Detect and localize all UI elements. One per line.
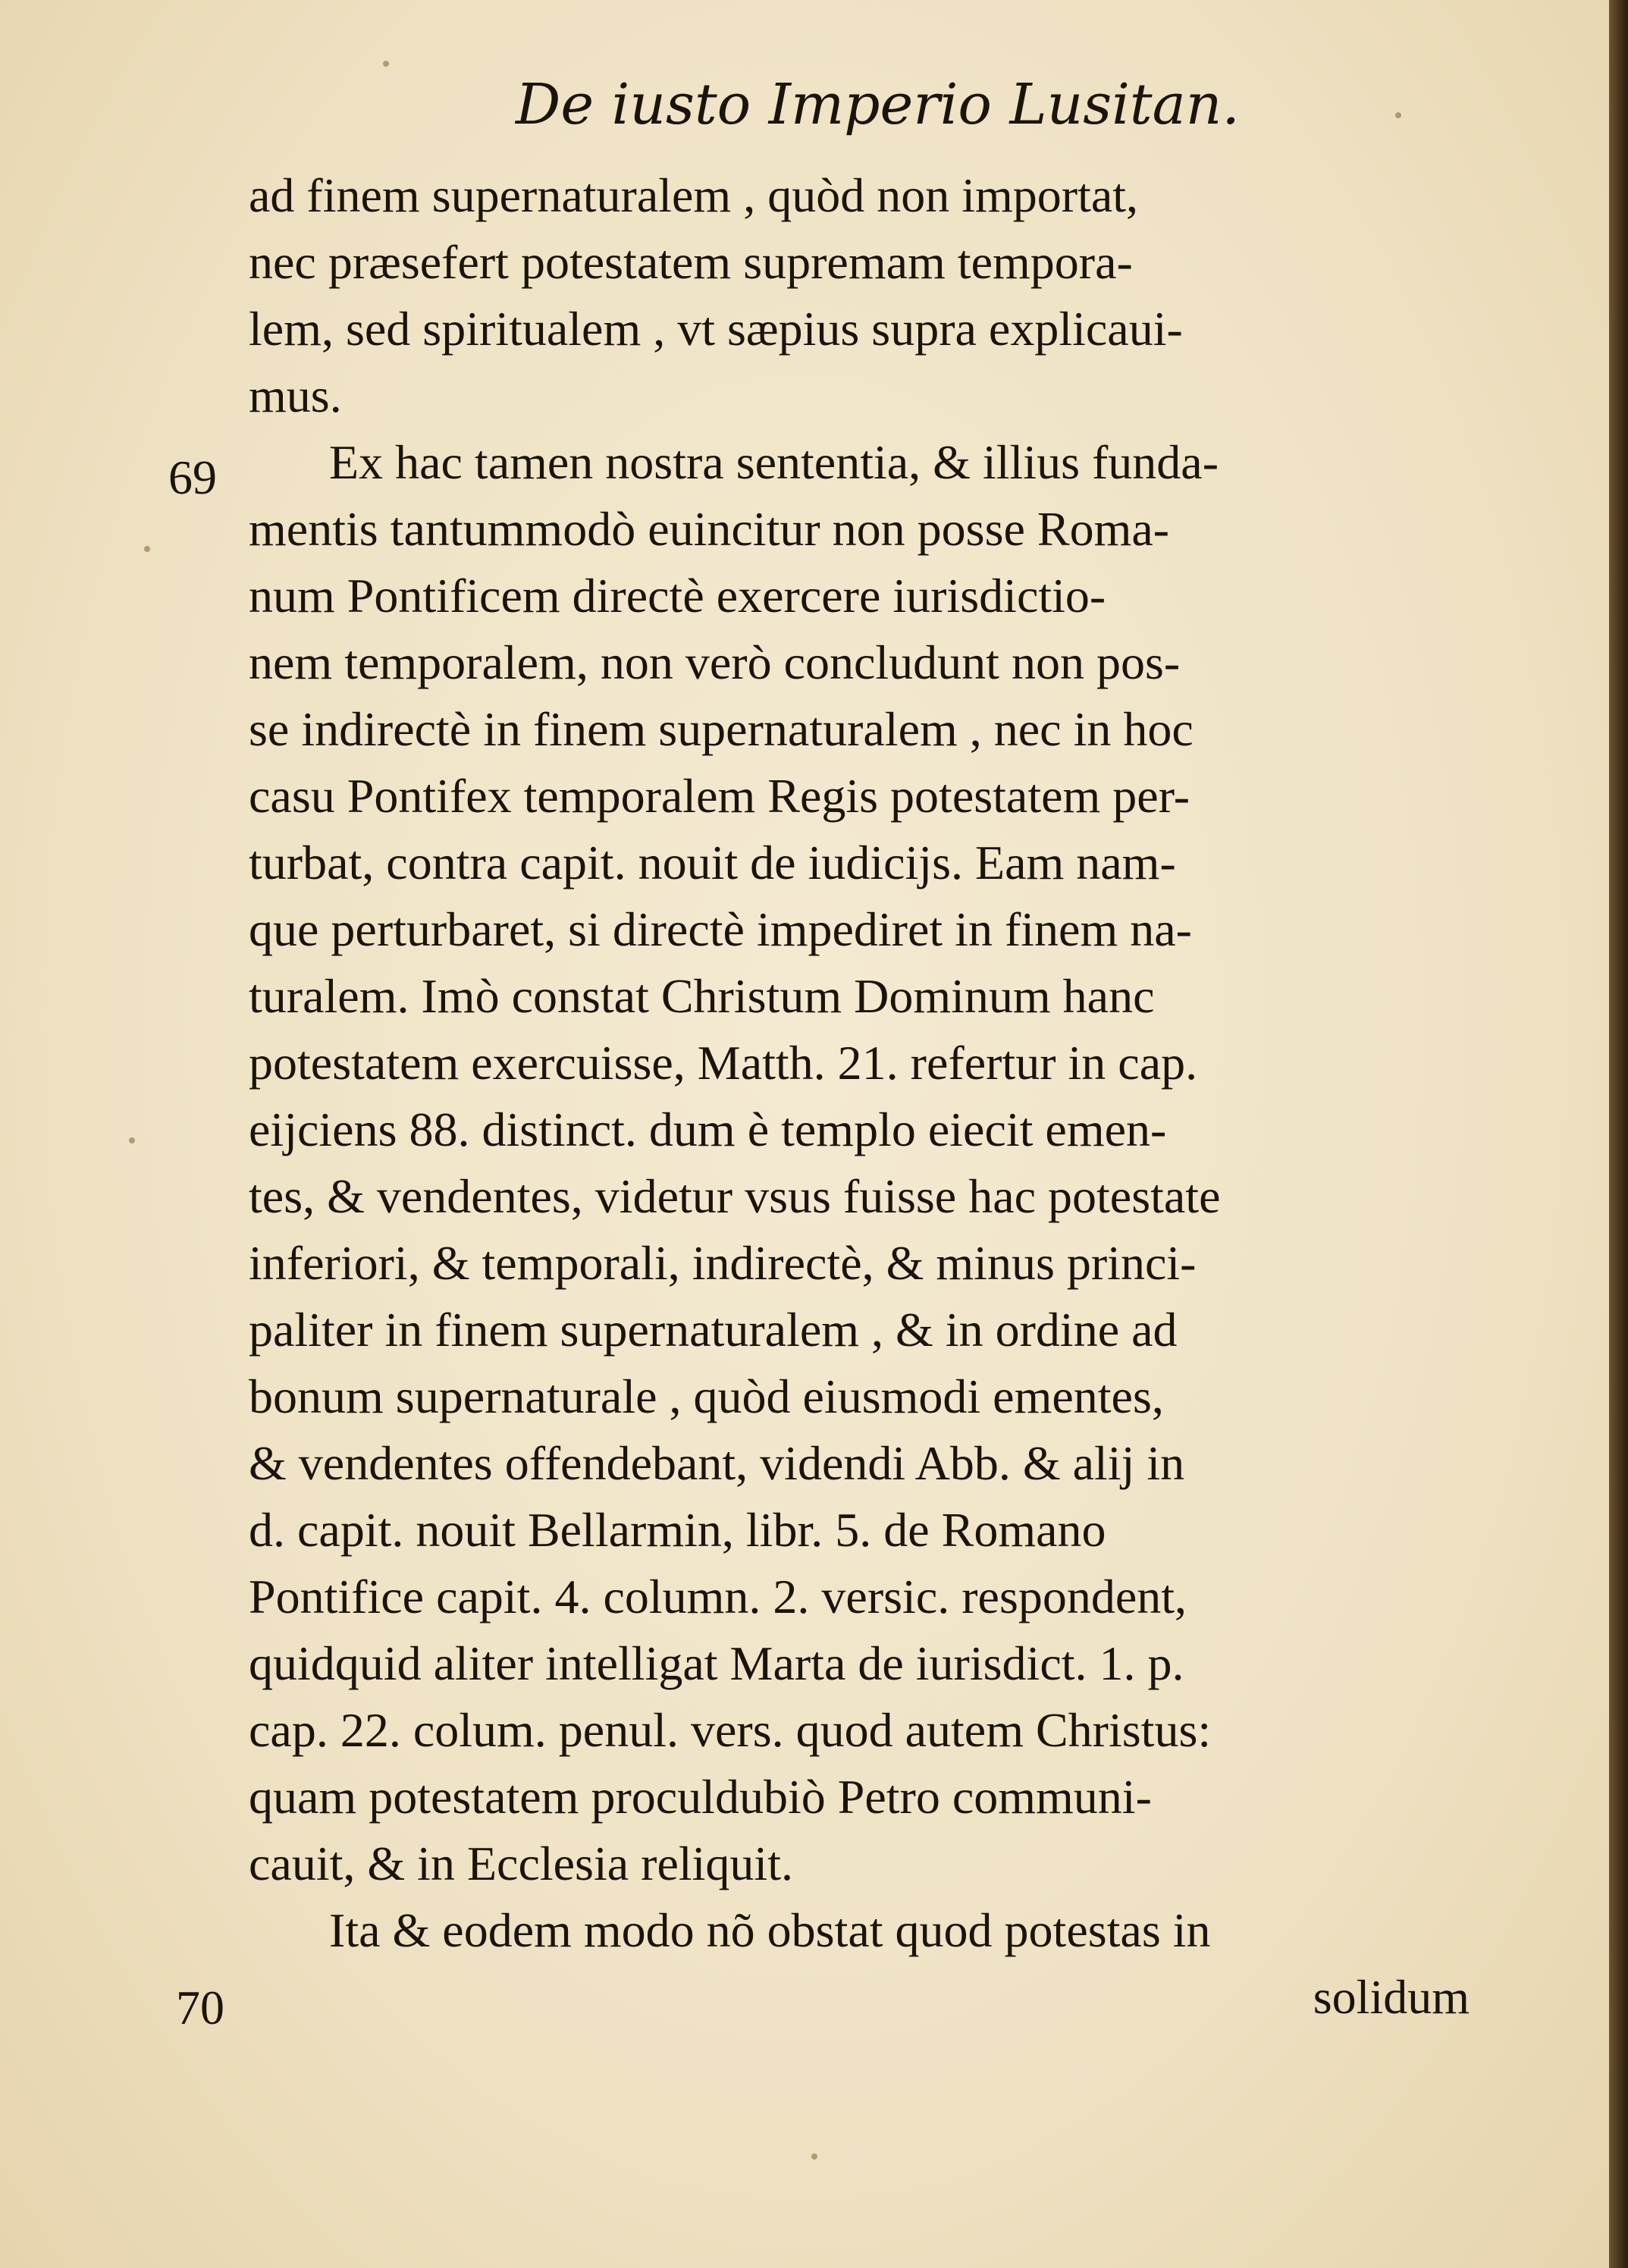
- text-line: quidquid aliter intelligat Marta de iurisdict. 1. p.: [249, 1636, 1184, 1690]
- text-body: [249, 162, 1470, 2031]
- text-line: nec præsefert potestatem supremam tempora-: [249, 235, 1133, 289]
- text-line: mentis tantummodò euincitur non posse Roma-: [249, 502, 1170, 556]
- text-line: se indirectè in finem supernaturalem , nec in hoc: [249, 702, 1194, 756]
- catchword: solidum: [1313, 1970, 1470, 2024]
- text-line: que perturbaret, si directè impediret in finem na-: [249, 902, 1192, 956]
- text-line: d. capit. nouit Bellarmin, libr. 5. de Romano: [249, 1503, 1106, 1557]
- text-line: nem temporalem, non verò concludunt non pos-: [249, 635, 1181, 689]
- text-line: mus.: [249, 369, 342, 422]
- paper-speck: [144, 546, 150, 552]
- paragraph-number-69: 69: [168, 450, 217, 504]
- text-line: quam potestatem proculdubiò Petro communi-: [249, 1770, 1152, 1824]
- text-line: casu Pontifex temporalem Regis potestatem per-: [249, 769, 1190, 823]
- paper-speck: [811, 2154, 817, 2160]
- paper-speck: [1395, 112, 1401, 118]
- text-line: cauit, & in Ecclesia reliquit.: [249, 1837, 793, 1890]
- text-line: Ex hac tamen nostra sententia, & illius funda-: [329, 435, 1219, 489]
- text-line: lem, sed spiritualem , vt sæpius supra explicaui-: [249, 302, 1183, 356]
- paper-speck: [383, 61, 389, 67]
- text-line: num Pontificem directè exercere iurisdictio-: [249, 569, 1106, 623]
- text-line: Ita & eodem modo nõ obstat quod potestas in: [329, 1903, 1211, 1957]
- running-head: De iusto Imperio Lusitan.: [516, 72, 1240, 137]
- paper-speck: [129, 1137, 135, 1143]
- text-line: bonum supernaturale , quòd eiusmodi ementes,: [249, 1369, 1164, 1423]
- text-line: tes, & vendentes, videtur vsus fuisse hac potestate: [249, 1169, 1221, 1223]
- text-line: Pontifice capit. 4. column. 2. versic. respondent,: [249, 1570, 1187, 1623]
- text-line: & vendentes offendebant, videndi Abb. & alij in: [249, 1436, 1185, 1490]
- text-line: cap. 22. colum. penul. vers. quod autem Christus:: [249, 1703, 1212, 1757]
- text-line: paliter in finem supernaturalem , & in ordine ad: [249, 1303, 1178, 1357]
- book-gutter-edge: [1609, 0, 1628, 2268]
- text-line: turbat, contra capit. nouit de iudicijs. Eam nam-: [249, 836, 1176, 889]
- text-line: potestatem exercuisse, Matth. 21. refertur in cap.: [249, 1036, 1198, 1090]
- text-line: eijciens 88. distinct. dum è templo eiecit emen-: [249, 1103, 1167, 1156]
- text-line: ad finem supernaturalem , quòd non importat,: [249, 168, 1139, 222]
- paragraph-number-70: 70: [176, 1981, 224, 2034]
- text-line: inferiori, & temporali, indirectè, & minus princi-: [249, 1236, 1197, 1290]
- text-line: turalem. Imò constat Christum Dominum hanc: [249, 969, 1155, 1023]
